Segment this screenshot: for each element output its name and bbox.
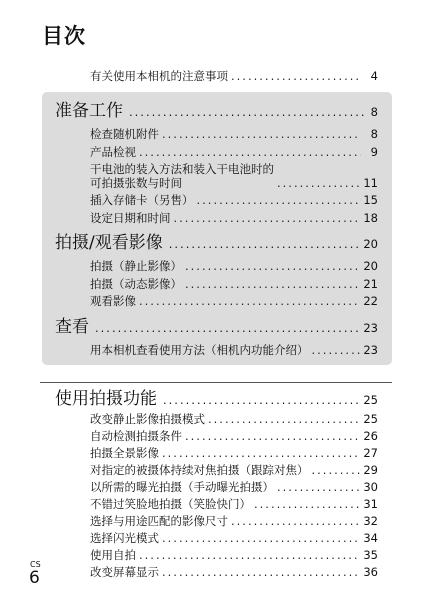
leader-dots [174,211,361,225]
leader-dots [312,343,361,357]
toc-entry-label: 用本相机查看使用方法（相机内功能介绍） [90,343,309,357]
toc-entry-label: 拍摄全景影像 [90,446,159,460]
toc-entry-page: 32 [363,514,378,528]
leader-dots [163,393,359,407]
section-title: 使用拍摄功能 [55,389,157,409]
toc-entry-page: 18 [363,211,378,225]
section-page: 20 [363,237,378,251]
section-title: 准备工作 [55,101,123,121]
toc-entry[interactable] [90,343,378,357]
toc-entry-page: 29 [363,463,378,477]
toc-entry-page: 34 [363,531,378,545]
toc-entry-label: 以所需的曝光拍摄（手动曝光拍摄） [90,480,274,494]
toc-entry-label: 选择与用途匹配的影像尺寸 [90,514,228,528]
toc-entry[interactable] [90,565,378,579]
toc-entry-batteries[interactable] [90,162,378,190]
leader-dots [277,176,360,190]
toc-entry-page: 30 [363,480,378,494]
toc-entry[interactable] [90,211,378,225]
leader-dots [162,446,360,460]
toc-entry[interactable] [90,497,378,511]
toc-entry-label: 设定日期和时间 [90,211,171,225]
toc-entry[interactable] [90,548,378,562]
leader-dots [208,412,360,426]
toc-entry-label: 对指定的被摄体持续对焦拍摄（跟踪对焦） [90,463,309,477]
toc-entry[interactable] [90,193,378,207]
leader-dots [197,193,361,207]
toc-entry-label: 插入存储卡（另售） [90,193,194,207]
toc-entry-page: 36 [363,565,378,579]
toc-entry[interactable] [90,463,378,477]
section-page: 25 [363,393,378,407]
toc-entry-label: 自动检测拍摄条件 [90,429,182,443]
section-title: 拍摄/观看影像 [55,233,163,253]
leader-dots [139,145,361,159]
toc-entry-label: 选择闪光模式 [90,531,159,545]
toc-entry-page: 15 [363,193,378,207]
toc-section-shooting-viewing[interactable] [55,233,378,253]
toc-entry[interactable] [90,127,378,141]
toc-entry-label: 不错过笑脸地拍摄（笑脸快门） [90,497,251,511]
toc-entry-page: 23 [363,343,378,357]
toc-entry-page: 25 [363,412,378,426]
toc-entry-precautions[interactable] [90,69,378,83]
toc-entry-label: 改变静止影像拍摄模式 [90,412,205,426]
toc-entry-label-line1: 干电池的装入方法和装入干电池时的 [90,162,274,176]
leader-dots [139,548,360,562]
leader-dots [231,69,361,83]
toc-entry-label: 产品检视 [90,145,136,159]
language-code: CS [30,560,41,569]
leader-dots [95,321,359,335]
toc-entry-page: 8 [370,127,378,141]
toc-entry[interactable] [90,446,378,460]
section-title: 查看 [55,317,89,337]
toc-entry[interactable] [90,514,378,528]
leader-dots [139,294,360,308]
toc-section-shooting-functions[interactable] [55,389,378,409]
toc-entry-page: 9 [370,145,378,159]
leader-dots [162,531,360,545]
toc-entry-label: 使用自拍 [90,548,136,562]
toc-entry[interactable] [90,480,378,494]
page-title: 目次 [42,24,86,48]
toc-entry-label: 拍摄（静止影像） [90,259,182,273]
toc-entry-page: 11 [363,176,378,190]
toc-entry-page: 27 [363,446,378,460]
toc-entry[interactable] [90,531,378,545]
section-page: 8 [370,105,378,119]
toc-entry[interactable] [90,429,378,443]
toc-entry[interactable] [90,277,378,291]
divider-rule [40,382,392,383]
toc-entry-page: 26 [363,429,378,443]
leader-dots [129,105,367,119]
leader-dots [185,277,360,291]
page-number: 6 [29,568,40,588]
leader-dots [277,480,360,494]
leader-dots [185,259,360,273]
toc-entry-label: 有关使用本相机的注意事项 [90,69,228,83]
toc-entry-label: 拍摄（动态影像） [90,277,182,291]
toc-section-learn[interactable] [55,317,378,337]
toc-entry-label: 观看影像 [90,294,136,308]
toc-entry-label [90,162,274,190]
toc-entry-label: 改变屏幕显示 [90,565,159,579]
toc-entry-label-line2: 可拍摄张数与时间 [90,176,182,190]
toc-entry[interactable] [90,294,378,308]
leader-dots [254,497,360,511]
toc-entry-page: 21 [363,277,378,291]
leader-dots [162,127,361,141]
toc-entry[interactable] [90,259,378,273]
section-page: 23 [363,321,378,335]
leader-dots [169,237,360,251]
leader-dots [231,514,360,528]
toc-section-preparation[interactable] [55,101,378,121]
toc-entry-page: 22 [363,294,378,308]
toc-entry[interactable] [90,412,378,426]
leader-dots [162,565,360,579]
toc-entry-label: 检查随机附件 [90,127,159,141]
toc-entry-page: 31 [363,497,378,511]
toc-entry-page: 20 [363,259,378,273]
toc-entry-page: 35 [363,548,378,562]
toc-entry-page: 4 [370,69,378,83]
leader-dots [312,463,361,477]
toc-entry[interactable] [90,145,378,159]
leader-dots [185,429,360,443]
